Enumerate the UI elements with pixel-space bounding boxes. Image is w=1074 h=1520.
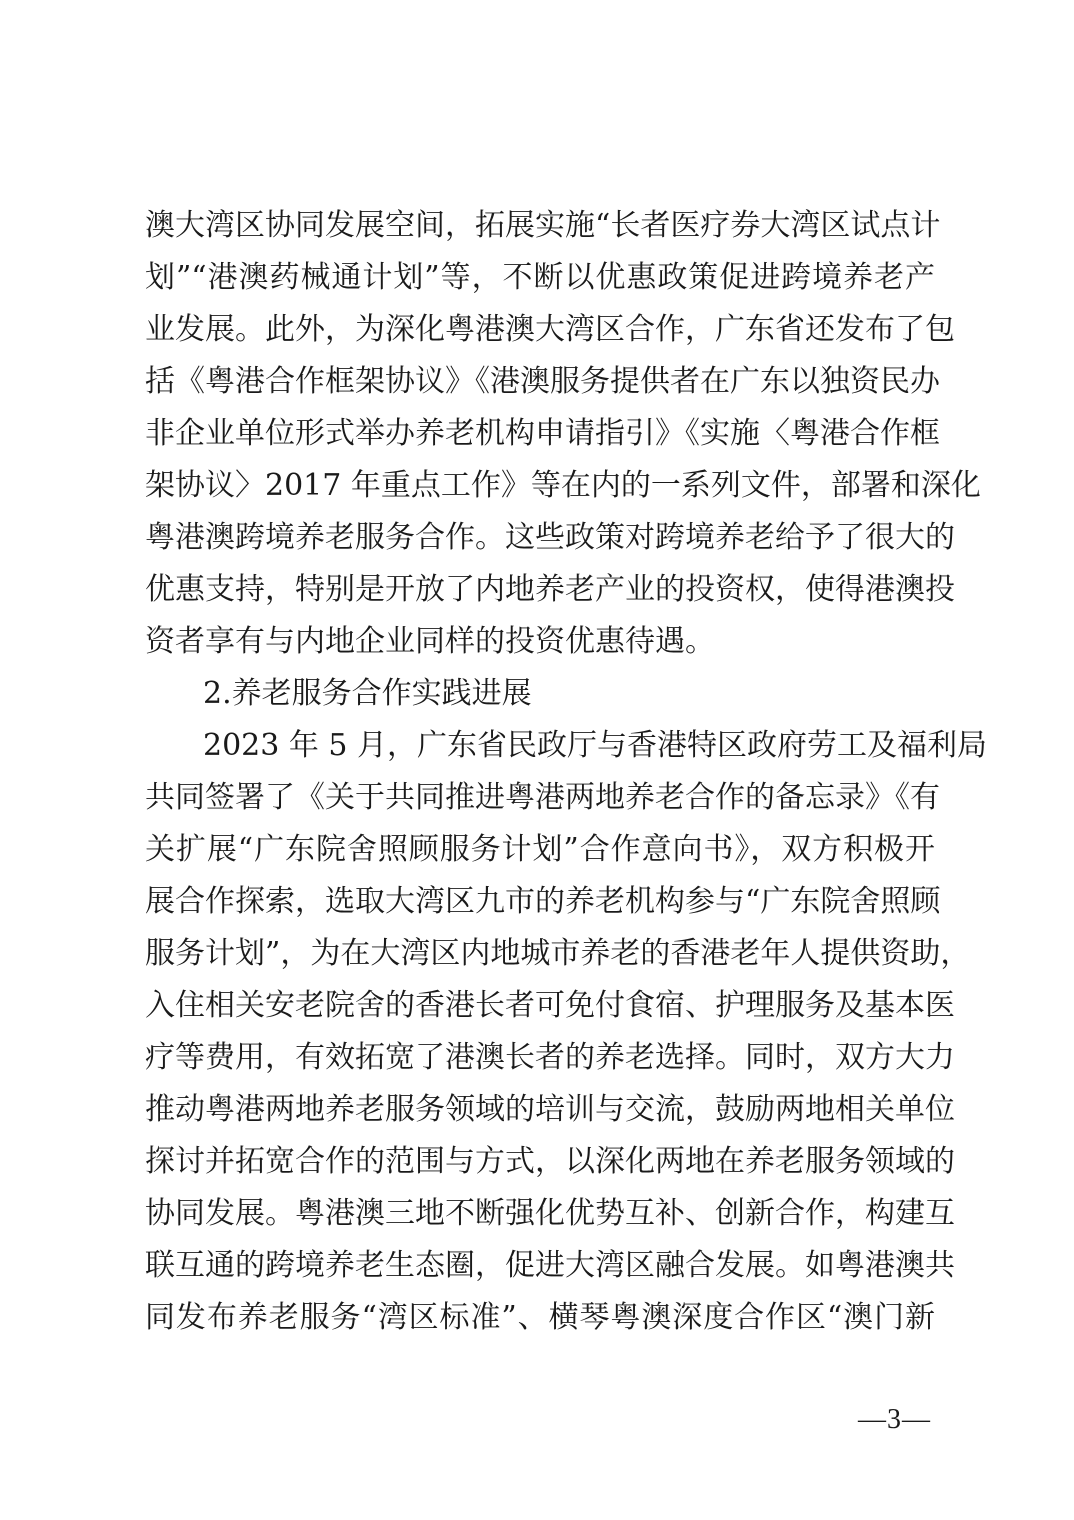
paragraph-1 [145, 200, 981, 668]
section-heading: 2.养老服务合作实践进展 [203, 676, 532, 711]
text-line: 划”“港澳药械通计划”等，不断以优惠政策促进跨境养老产 [145, 260, 935, 295]
text-line: 展合作探索，选取大湾区九市的养老机构参与“广东院舍照顾 [145, 884, 941, 919]
text-line: 同发布养老服务“湾区标准”、横琴粤澳深度合作区“澳门新 [145, 1300, 935, 1335]
text-line: 括《粤港合作框架协议》《港澳服务提供者在广东以独资民办 [145, 364, 940, 399]
text-line: 业发展。此外，为深化粤港澳大湾区合作，广东省还发布了包 [145, 312, 955, 347]
text-line: 架协议〉2017 年重点工作》等在内的一系列文件，部署和深化 [145, 468, 981, 503]
text-line: 非企业单位形式举办养老机构申请指引》《实施〈粤港合作框 [145, 416, 940, 451]
text-line: 粤港澳跨境养老服务合作。这些政策对跨境养老给予了很大的 [145, 520, 955, 555]
text-line: 联互通的跨境养老生态圈，促进大湾区融合发展。如粤港澳共 [145, 1248, 955, 1283]
text-line: 服务计划”，为在大湾区内地城市养老的香港老年人提供资助， [145, 936, 971, 971]
text-line: 探讨并拓宽合作的范围与方式，以深化两地在养老服务领域的 [145, 1144, 955, 1179]
text-line: 2023 年 5 月，广东省民政厅与香港特区政府劳工及福利局 [203, 728, 988, 763]
text-line: 共同签署了《关于共同推进粤港两地养老合作的备忘录》《有 [145, 780, 940, 815]
document-body [145, 200, 988, 1344]
page-number: —3— [858, 1404, 931, 1435]
text-line: 入住相关安老院舍的香港长者可免付食宿、护理服务及基本医 [145, 988, 955, 1023]
text-line: 关扩展“广东院舍照顾服务计划”合作意向书》，双方积极开 [145, 832, 935, 867]
paragraph-2 [145, 720, 988, 1344]
text-line: 协同发展。粤港澳三地不断强化优势互补、创新合作，构建互 [145, 1196, 955, 1231]
text-line: 推动粤港两地养老服务领域的培训与交流，鼓励两地相关单位 [145, 1092, 955, 1127]
text-line: 资者享有与内地企业同样的投资优惠待遇。 [145, 624, 715, 659]
text-line: 优惠支持，特别是开放了内地养老产业的投资权，使得港澳投 [145, 572, 955, 607]
text-line: 澳大湾区协同发展空间，拓展实施“长者医疗券大湾区试点计 [145, 208, 941, 243]
text-line: 疗等费用，有效拓宽了港澳长者的养老选择。同时，双方大力 [145, 1040, 955, 1075]
